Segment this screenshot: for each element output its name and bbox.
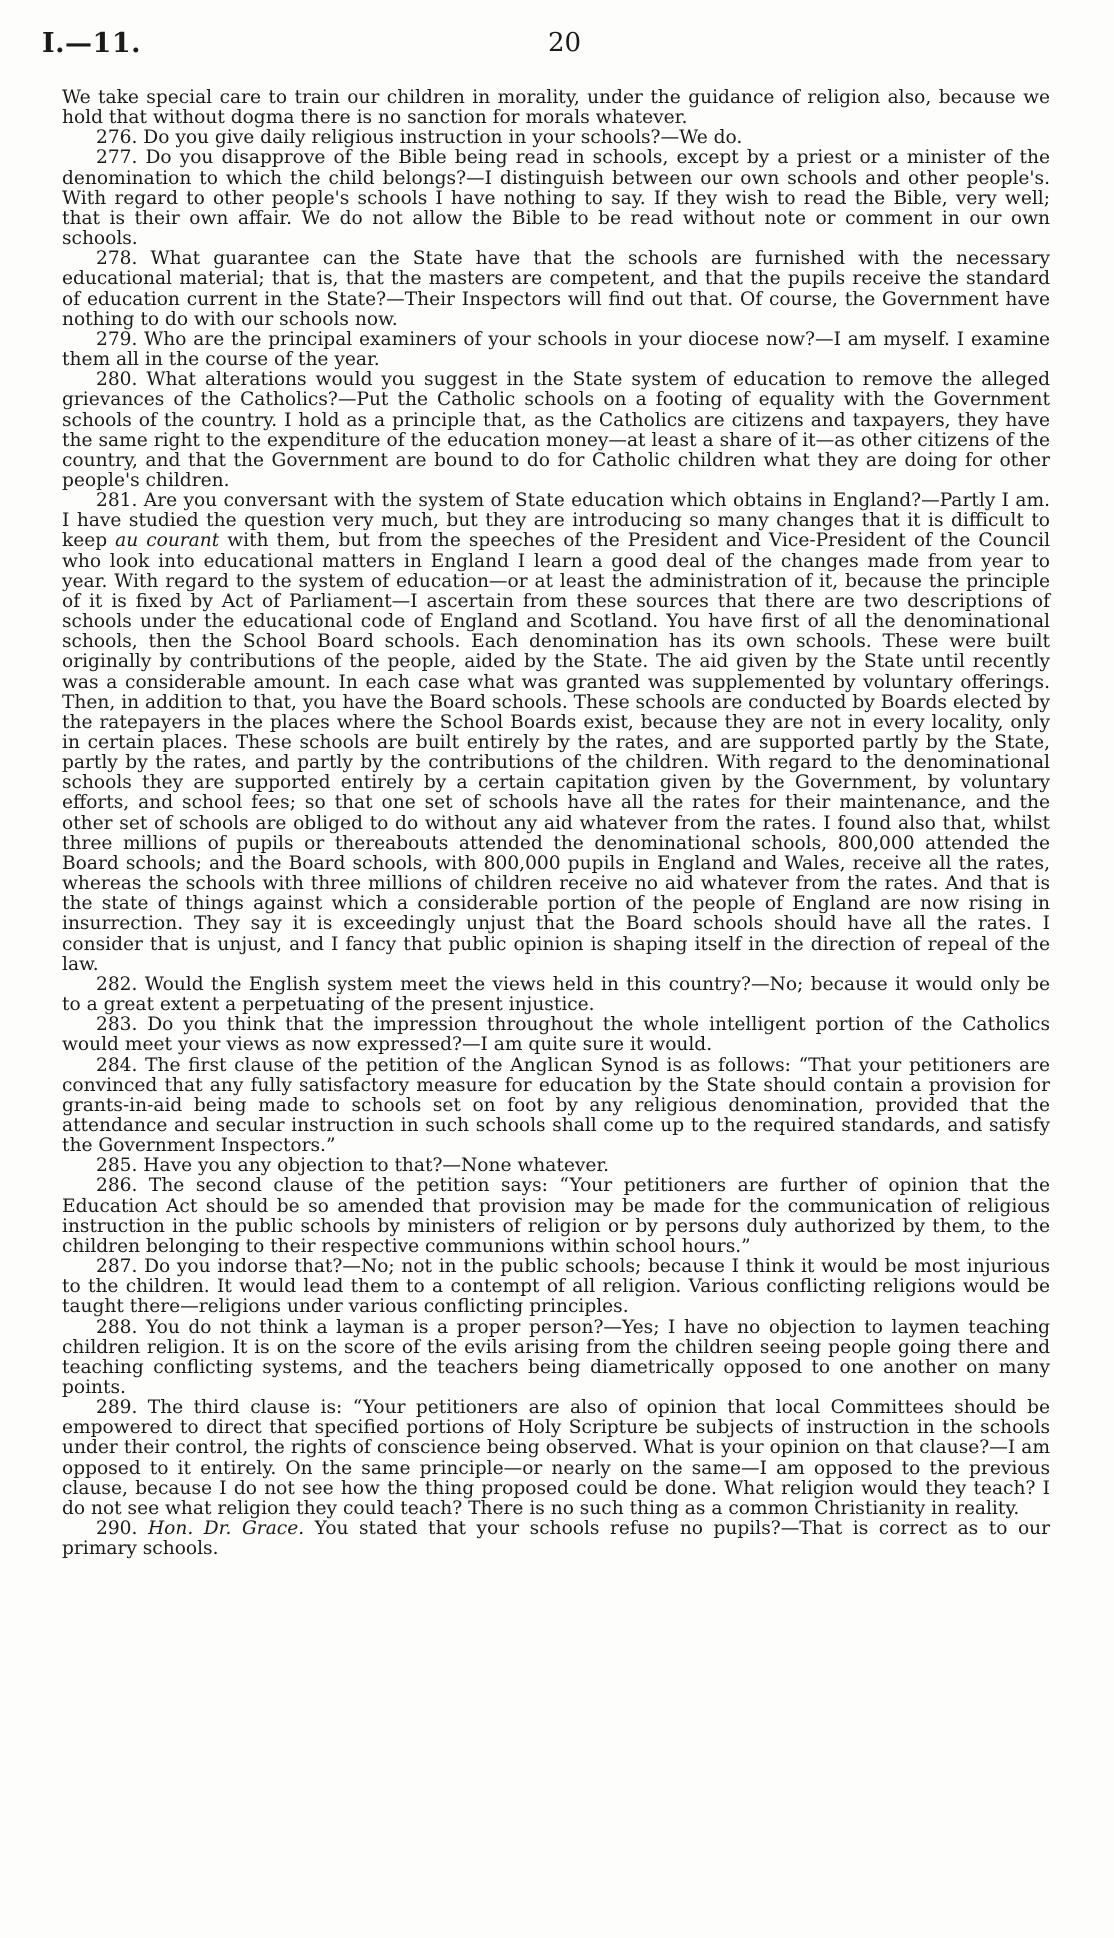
paragraph-285: 285. Have you any objection to that?—None whatever. bbox=[96, 1155, 610, 1177]
paragraph-277: 277. Do you disapprove of the Bible being read in schools, except by a priest or a minister of the denomination to which the child belongs?—I distinguish between our own schools and other people's. With regard to other people's schools I have nothing to say. If they wish to read the Bible, very well; that is their own affair. We do not allow the Bible to be read without note or comment in our own schools. bbox=[62, 147, 1050, 250]
paragraph-278: 278. What guarantee can the State have that the schools are furnished with the necessary educational material; that is, that the masters are competent, and that the pupils receive the standard of education current in the State?—Their Inspectors will find out that. Of course, the Government have nothing to do with our schools now. bbox=[62, 248, 1050, 330]
paragraph-286: 286. The second clause of the petition says: “Your petitioners are further of opinion that the Education Act should be so amended that provision may be made for the communication of religious instruction in the public schools by ministers of religion or by persons duly authorized by them, to the children belonging to their respective communions within school hours.” bbox=[62, 1175, 1050, 1257]
paragraph-290-italic: Hon. Dr. Grace. bbox=[147, 1518, 305, 1540]
paragraph-continuation: We take special care to train our children in morality, under the guidance of religion also, because we hold that without dogma there is no sanction for morals whatever. bbox=[62, 87, 1050, 129]
page-body bbox=[62, 88, 1050, 1559]
paragraph-290-part-1: 290. bbox=[96, 1518, 148, 1540]
paragraph-287: 287. Do you indorse that?—No; not in the public schools; because I think it would be most injurious to the children. It would lead them to a contempt of all religion. Various conflicting religions would be taught there—religions under various conflicting principles. bbox=[62, 1256, 1050, 1318]
paragraph-283: 283. Do you think that the impression throughout the whole intelligent portion of the Catholics would meet your views as now expressed?—I am quite sure it would. bbox=[62, 1014, 1050, 1056]
paragraph-288: 288. You do not think a layman is a proper person?—Yes; I have no objection to laymen teaching children religion. It is on the score of the evils arising from the children seeing people going there and teaching conflicting systems, and the teachers being diametrically opposed to one another on many points. bbox=[62, 1316, 1050, 1398]
paragraph-281-part-1: 281. Are you conversant with the system of State education which obtains in England?—Partly I am. I have studied the question very much, but they are introducing so many changes that it is difficult to keep bbox=[62, 490, 1050, 552]
paragraph-282: 282. Would the English system meet the views held in this country?—No; because it would only be to a great extent a perpetuating of the present injustice. bbox=[62, 973, 1050, 1016]
page-number: 20 bbox=[548, 28, 582, 58]
paragraph-279: 279. Who are the principal examiners of your schools in your diocese now?—I am myself. I examine them all in the course of the year. bbox=[62, 328, 1050, 371]
paragraph-290 bbox=[62, 1519, 1050, 1559]
paragraph-281-italic: au courant bbox=[115, 530, 220, 552]
paragraph-281-part-2: with them, but from the speeches of the President and Vice-President of the Council who look into educational matters in England I learn a good deal of the changes made from year to year. With regard to the system of education—or at least the administration of it, because the principle of it is fixed by Act of Parliament—I ascertain from these sources that there are two descriptions of schools under the educational code of England and Scotland. You have first of all the denominational schools, then the School Board schools. Each denomination has its own schools. These were built originally by contributions of the people, aided by the State. The aid given by the State until recently was a considerable amount. In each case what was granted was supplemented by voluntary offerings. Then, in addition to that, you have the Board schools. These schools are conducted by Boards elected by the ratepayers in the places where the School Boards exist, because they are not in every locality, only in certain places. These schools are built entirely by the rates, and are supported partly by the State, partly by the rates, and partly by the contributions of the children. With regard to the denominational schools they are supported entirely by a certain capitation given by the Government, by voluntary efforts, and school fees; so that one set of schools have all the rates for their maintenance, and the other set of schools are obliged to do without any aid whatever from the rates. I found also that, whilst three millions of pupils or thereabouts attended the denominational schools, 800,000 attended the Board schools; and the Board schools, with 800,000 pupils in England and Wales, receive all the rates, whereas the schools with three millions of children receive no aid whatever from the rates. And that is the state of things against which a considerable portion of the people of England are now rising in insurrection. They say it is exceedingly unjust that the Board schools should have all the rates. I consider that is unjust, and I fancy that public opinion is shaping itself in the direction of repeal of the law. bbox=[62, 530, 1051, 975]
document-reference: I.—11. bbox=[42, 28, 142, 59]
page-header bbox=[0, 28, 1114, 68]
paragraph-290-part-2: You stated that your schools refuse no pupils?—That is correct as to our primary schools. bbox=[62, 1518, 1051, 1560]
paragraph-284: 284. The first clause of the petition of the Anglican Synod is as follows: “That your petitioners are convinced that any fully satisfactory measure for education by the State should contain a provision for grants-in-aid being made to schools set on foot by any religious denomination, provided that the attendance and secular instruction in such schools shall come up to the required standards, and satisfy the Government Inspectors.” bbox=[62, 1054, 1050, 1157]
paragraph-280: 280. What alterations would you suggest in the State system of education to remove the alleged grievances of the Catholics?—Put the Catholic schools on a footing of equality with the Government schools of the country. I hold as a principle that, as the Catholics are citizens and taxpayers, they have the same right to the expenditure of the education money—at least a share of it—as other citizens of the country, and that the Government are bound to do for Catholic children what they are doing for other people's children. bbox=[62, 369, 1050, 491]
paragraph-281 bbox=[62, 491, 1050, 975]
paragraph-289: 289. The third clause is: “Your petitioners are also of opinion that local Committees should be empowered to direct that specified portions of Holy Scripture be subjects of instruction in the schools under their control, the rights of conscience being observed. What is your opinion on that clause?—I am opposed to it entirely. On the same principle—or nearly on the same—I am opposed to the previous clause, because I do not see how the thing proposed could be done. What religion would they teach? I do not see what religion they could teach? There is no such thing as a common Christianity in reality. bbox=[62, 1397, 1050, 1519]
paragraph-276: 276. Do you give daily religious instruction in your schools?—We do. bbox=[96, 127, 743, 149]
